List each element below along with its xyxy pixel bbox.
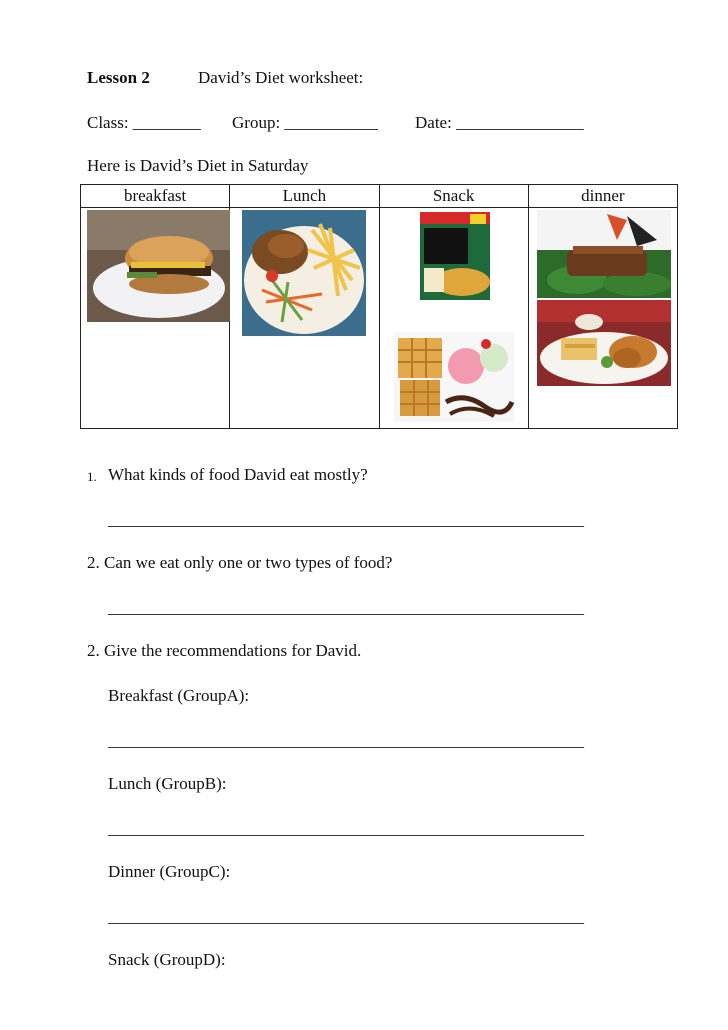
answer-line-group-b: ________________________________________________________: [108, 819, 584, 838]
dinner-cell: [528, 208, 677, 429]
lesson-label: Lesson 2: [87, 68, 150, 87]
group-a-label: Breakfast (GroupA):: [108, 686, 250, 705]
class-field: Class: ________: [87, 113, 201, 132]
answer-line-2: ________________________________________________________: [108, 598, 584, 617]
group-b-label: Lunch (GroupB):: [108, 774, 227, 793]
fried-food-photo: [537, 300, 671, 386]
intro-text: Here is David’s Diet in Saturday: [87, 156, 309, 175]
lunch-cell: [230, 208, 379, 429]
date-field: Date: _______________: [415, 113, 584, 132]
col-snack: Snack: [379, 185, 528, 208]
col-lunch: Lunch: [230, 185, 379, 208]
group-field: Group: ___________: [232, 113, 378, 132]
question-2-text: 2. Can we eat only one or two types of food?: [87, 553, 393, 572]
question-3-text: 2. Give the recommendations for David.: [87, 641, 362, 660]
grilled-meat-photo: [537, 210, 671, 298]
col-breakfast: breakfast: [81, 185, 230, 208]
answer-line-group-c: ________________________________________________________: [108, 907, 584, 926]
waffle-icecream-photo: [394, 332, 514, 422]
answer-line-group-a: ________________________________________________________: [108, 731, 584, 750]
chips-bag-photo: [414, 210, 494, 302]
diet-table: [80, 184, 678, 429]
answer-line-1: ________________________________________________________: [108, 510, 584, 529]
question-1-number: 1.: [87, 469, 97, 484]
col-dinner: dinner: [528, 185, 677, 208]
worksheet-title: David’s Diet worksheet:: [198, 68, 364, 87]
breakfast-cell: [81, 208, 230, 429]
question-1-text: What kinds of food David eat mostly?: [108, 465, 368, 484]
lunch-plate-photo: [242, 210, 366, 336]
burger-photo: [87, 210, 230, 322]
group-c-label: Dinner (GroupC):: [108, 862, 231, 881]
snack-cell: [379, 208, 528, 429]
group-d-label: Snack (GroupD):: [108, 950, 226, 969]
